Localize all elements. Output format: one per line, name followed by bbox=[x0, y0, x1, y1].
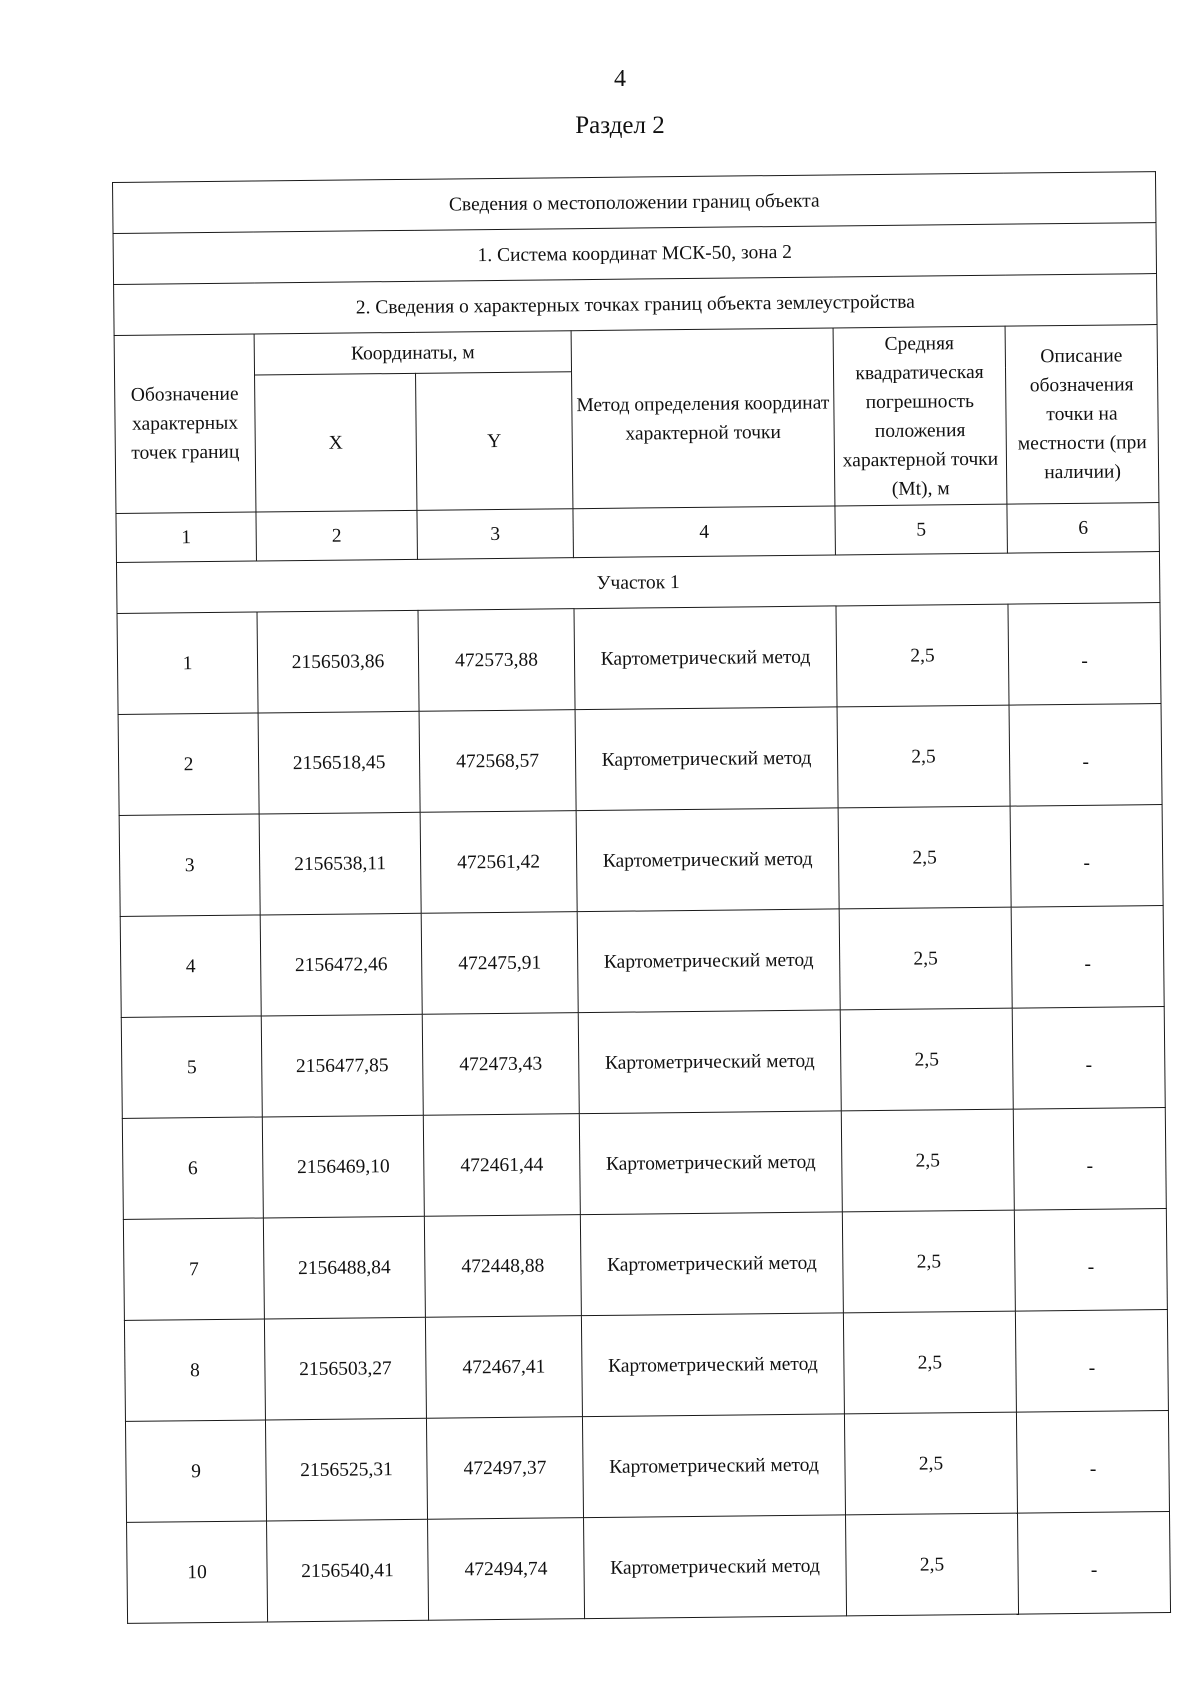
cell-error: 2,5 bbox=[839, 907, 1012, 1010]
cell-error: 2,5 bbox=[840, 1008, 1013, 1111]
cell-y: 472568,57 bbox=[419, 710, 576, 813]
header-x: X bbox=[255, 373, 417, 512]
column-number: 2 bbox=[256, 510, 418, 561]
column-number: 5 bbox=[835, 504, 1008, 555]
cell-error: 2,5 bbox=[838, 806, 1011, 909]
cell-point: 4 bbox=[120, 915, 261, 1017]
cell-error: 2,5 bbox=[844, 1412, 1017, 1515]
header-coordinates: Координаты, м bbox=[254, 331, 571, 375]
cell-error: 2,5 bbox=[843, 1311, 1016, 1414]
table-row bbox=[123, 1209, 1167, 1321]
header-error: Средняя квадратическая погрешность положения характерной точки (Mt), м bbox=[833, 326, 1007, 506]
cell-point: 10 bbox=[127, 1521, 268, 1623]
cell-error: 2,5 bbox=[845, 1513, 1018, 1616]
cell-point: 3 bbox=[119, 814, 260, 916]
coordinate-system: 1. Система координат МСК-50, зона 2 bbox=[113, 223, 1156, 285]
cell-y: 472494,74 bbox=[428, 1518, 585, 1621]
header-description: Описание обозначения точки на местности (при наличии) bbox=[1005, 325, 1159, 505]
cell-x: 2156540,41 bbox=[267, 1519, 429, 1622]
cell-y: 472473,43 bbox=[422, 1013, 579, 1116]
cell-point: 8 bbox=[124, 1319, 265, 1421]
cell-x: 2156503,86 bbox=[257, 610, 419, 713]
column-number: 1 bbox=[116, 512, 257, 562]
header-designation: Обозначение характерных точек границ bbox=[114, 334, 256, 513]
cell-point: 2 bbox=[118, 713, 259, 815]
cell-method: Картометрический метод bbox=[580, 1212, 843, 1316]
column-number: 6 bbox=[1007, 503, 1160, 554]
table-row bbox=[124, 1310, 1168, 1422]
cell-x: 2156538,11 bbox=[259, 812, 421, 915]
column-number: 4 bbox=[573, 506, 835, 558]
cell-x: 2156488,84 bbox=[263, 1216, 425, 1319]
cell-point: 6 bbox=[122, 1117, 263, 1219]
cell-error: 2,5 bbox=[841, 1109, 1014, 1212]
table-row bbox=[127, 1511, 1171, 1623]
cell-y: 472573,88 bbox=[418, 609, 575, 712]
cell-method: Картометрический метод bbox=[581, 1313, 844, 1417]
cell-description: - bbox=[1014, 1209, 1167, 1312]
cell-point: 5 bbox=[121, 1016, 262, 1118]
cell-y: 472448,88 bbox=[424, 1215, 581, 1318]
cell-description: - bbox=[1016, 1411, 1169, 1514]
cell-x: 2156525,31 bbox=[265, 1418, 427, 1521]
cell-description: - bbox=[1009, 704, 1162, 807]
cell-point: 7 bbox=[123, 1218, 264, 1320]
cell-point: 1 bbox=[117, 612, 258, 714]
cell-method: Картометрический метод bbox=[576, 808, 839, 912]
section-label: Участок 1 bbox=[116, 552, 1159, 614]
table-row bbox=[122, 1108, 1166, 1220]
header-y: Y bbox=[416, 372, 573, 511]
cell-x: 2156503,27 bbox=[264, 1317, 426, 1420]
cell-description: - bbox=[1017, 1511, 1170, 1614]
cell-method: Картометрический метод bbox=[577, 909, 840, 1013]
cell-y: 472475,91 bbox=[421, 912, 578, 1015]
section-title: Раздел 2 bbox=[575, 112, 665, 139]
cell-y: 472467,41 bbox=[425, 1316, 582, 1419]
cell-point: 9 bbox=[125, 1420, 266, 1522]
cell-method: Картометрический метод bbox=[579, 1111, 842, 1215]
points-heading: 2. Сведения о характерных точках границ объекта землеустройства bbox=[114, 274, 1157, 336]
cell-description: - bbox=[1011, 906, 1164, 1009]
cell-error: 2,5 bbox=[837, 705, 1010, 808]
table-row bbox=[120, 906, 1164, 1018]
cell-method: Картометрический метод bbox=[584, 1515, 847, 1619]
header-method: Метод определения координат характерной точки bbox=[571, 328, 835, 509]
cell-method: Картометрический метод bbox=[574, 606, 837, 710]
cell-error: 2,5 bbox=[836, 604, 1009, 707]
cell-y: 472497,37 bbox=[426, 1417, 583, 1520]
table-row bbox=[125, 1411, 1169, 1523]
table-row bbox=[121, 1007, 1165, 1119]
cell-description: - bbox=[1015, 1310, 1168, 1413]
cell-description: - bbox=[1008, 603, 1161, 706]
cell-x: 2156472,46 bbox=[260, 913, 422, 1016]
cell-x: 2156477,85 bbox=[261, 1014, 423, 1117]
cell-x: 2156469,10 bbox=[262, 1115, 424, 1218]
cell-y: 472461,44 bbox=[423, 1114, 580, 1217]
table-row bbox=[119, 805, 1163, 917]
table-title: Сведения о местоположении границ объекта bbox=[113, 172, 1156, 234]
cell-method: Картометрический метод bbox=[575, 707, 838, 811]
column-number: 3 bbox=[417, 509, 574, 560]
cell-x: 2156518,45 bbox=[258, 711, 420, 814]
table-row bbox=[117, 603, 1161, 715]
cell-description: - bbox=[1010, 805, 1163, 908]
page-number: 4 bbox=[614, 66, 626, 92]
cell-method: Картометрический метод bbox=[578, 1010, 841, 1114]
cell-error: 2,5 bbox=[842, 1210, 1015, 1313]
cell-method: Картометрический метод bbox=[582, 1414, 845, 1518]
cell-y: 472561,42 bbox=[420, 811, 577, 914]
cell-description: - bbox=[1013, 1108, 1166, 1211]
cell-description: - bbox=[1012, 1007, 1165, 1110]
boundary-points-table bbox=[112, 171, 1171, 1624]
table-row bbox=[118, 704, 1162, 816]
